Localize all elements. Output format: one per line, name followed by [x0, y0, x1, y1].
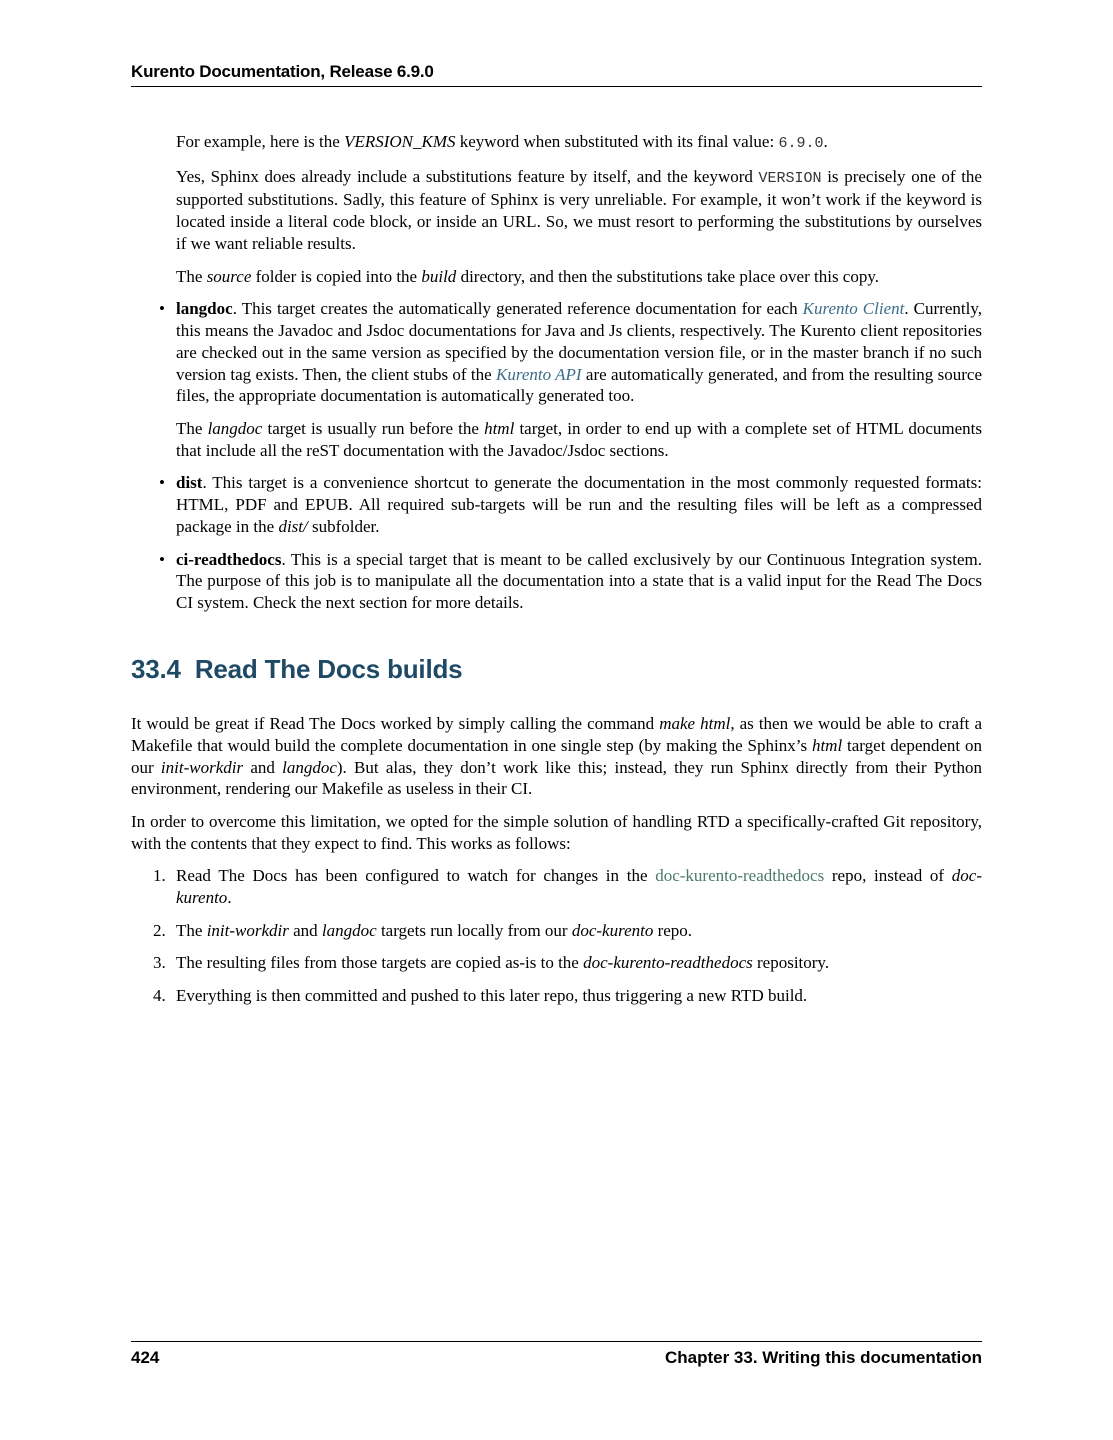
- section-number: 33.4: [131, 653, 181, 684]
- bullet-icon: •: [159, 299, 165, 319]
- version-keyword: VERSION: [758, 169, 822, 187]
- step-number: 1.: [153, 866, 166, 886]
- list-item-step-1: 1. Read The Docs has been configured to watch for changes in the doc-kurento-readthedocs repo, instead of doc-kurento.: [153, 866, 982, 908]
- page-content: [131, 131, 982, 1017]
- kurento-api-link[interactable]: Kurento API: [496, 364, 582, 384]
- list-item-step-2: 2. The init-workdir and langdoc targets run locally from our doc-kurento repo.: [153, 920, 693, 940]
- section-title: Read The Docs builds: [194, 653, 463, 684]
- list-item-dist: • dist. This target is a convenience shortcut to generate the documentation in the most commonly requested formats: HTML, PDF and EPUB. All required sub-targets will be run and the resulting files will be left as a compressed package in the dist/ subfolder.: [159, 473, 982, 536]
- intro-paragraph-1: For example, here is the VERSION_KMS keyword when substituted with its final value: 6.9.0.: [176, 132, 828, 152]
- page-footer: [131, 1341, 982, 1368]
- doc-kurento-readthedocs-link[interactable]: doc-kurento-readthedocs: [655, 866, 825, 886]
- running-title: Kurento Documentation, Release 6.9.0: [131, 62, 434, 81]
- section-paragraph-1: It would be great if Read The Docs worked by simply calling the command make html, as then we would be able to craft a Makefile that would build the complete documentation in one single step (by making the Sphinx’s html target dependent on our init-workdir and langdoc). But alas, they don’t work like this; instead, they run Sphinx directly from their Python environment, rendering our Makefile as useless in their CI.: [131, 713, 982, 799]
- version-value: 6.9.0: [778, 135, 824, 152]
- list-item-ci-readthedocs: • ci-readthedocs. This is a special target that is meant to be called exclusively by our Continuous Integration system. The purpose of this job is to manipulate all the documentation into a state that is a valid input for the Read The Docs CI system. Check the next section for more details.: [159, 549, 982, 613]
- list-item-langdoc: • langdoc. This target creates the automatically generated reference documentation for each Kurento Client. Currently, this means the Javadoc and Jsdoc documentations for Java and Js clients, respectively. The Kurento client repositories are checked out in the same version as specified by the documentation version file, or in the master branch if no such version tag exists. Then, the client stubs of the Kurento API are automatically generated, and from the resulting source files, the appropriate documentation is automatically generated too. The langdoc target is usually run before the html target, in order to end up with a complete set of HTML documents that include all the reST documentation with the Javadoc/Jsdoc sections.: [159, 299, 983, 460]
- steps-list: [131, 865, 982, 1006]
- chapter-title: Chapter 33. Writing this documentation: [664, 1348, 982, 1367]
- intro-paragraph-2: Yes, Sphinx does already include a substitutions feature by itself, and the keyword VERSION is precisely one of the supported substitutions. Sadly, this feature of Sphinx is very unreliable. For example, it won’t work if the keyword is located inside a literal code block, or inside an URL. So, we must resort to performing the substitutions by ourselves if we want reliable results.: [176, 166, 982, 253]
- intro-block: [131, 131, 982, 287]
- step-number: 2.: [153, 920, 166, 940]
- bullet-icon: •: [159, 549, 165, 569]
- section-heading: [131, 654, 982, 684]
- section-paragraph-2: In order to overcome this limitation, we opted for the simple solution of handling RTD a specifically-crafted Git repository, with the contents that they expect to find. This works as follows:: [131, 811, 982, 853]
- list-item-step-4: 4. Everything is then committed and pushed to this later repo, thus triggering a new RTD build.: [153, 985, 808, 1005]
- target-name: ci-readthedocs: [176, 549, 282, 569]
- page-header: [131, 62, 982, 87]
- targets-list: [131, 298, 982, 614]
- bullet-icon: •: [159, 473, 165, 493]
- kurento-client-link[interactable]: Kurento Client: [802, 299, 905, 319]
- page-number: 424: [131, 1348, 160, 1367]
- intro-paragraph-3: The source folder is copied into the build directory, and then the substitutions take place over this copy.: [176, 266, 879, 286]
- list-item-step-3: 3. The resulting files from those targets are copied as-is to the doc-kurento-readthedocs repository.: [153, 953, 830, 973]
- target-name: dist: [176, 473, 203, 493]
- step-number: 4.: [153, 985, 166, 1005]
- target-name: langdoc: [176, 299, 233, 319]
- step-number: 3.: [153, 953, 166, 973]
